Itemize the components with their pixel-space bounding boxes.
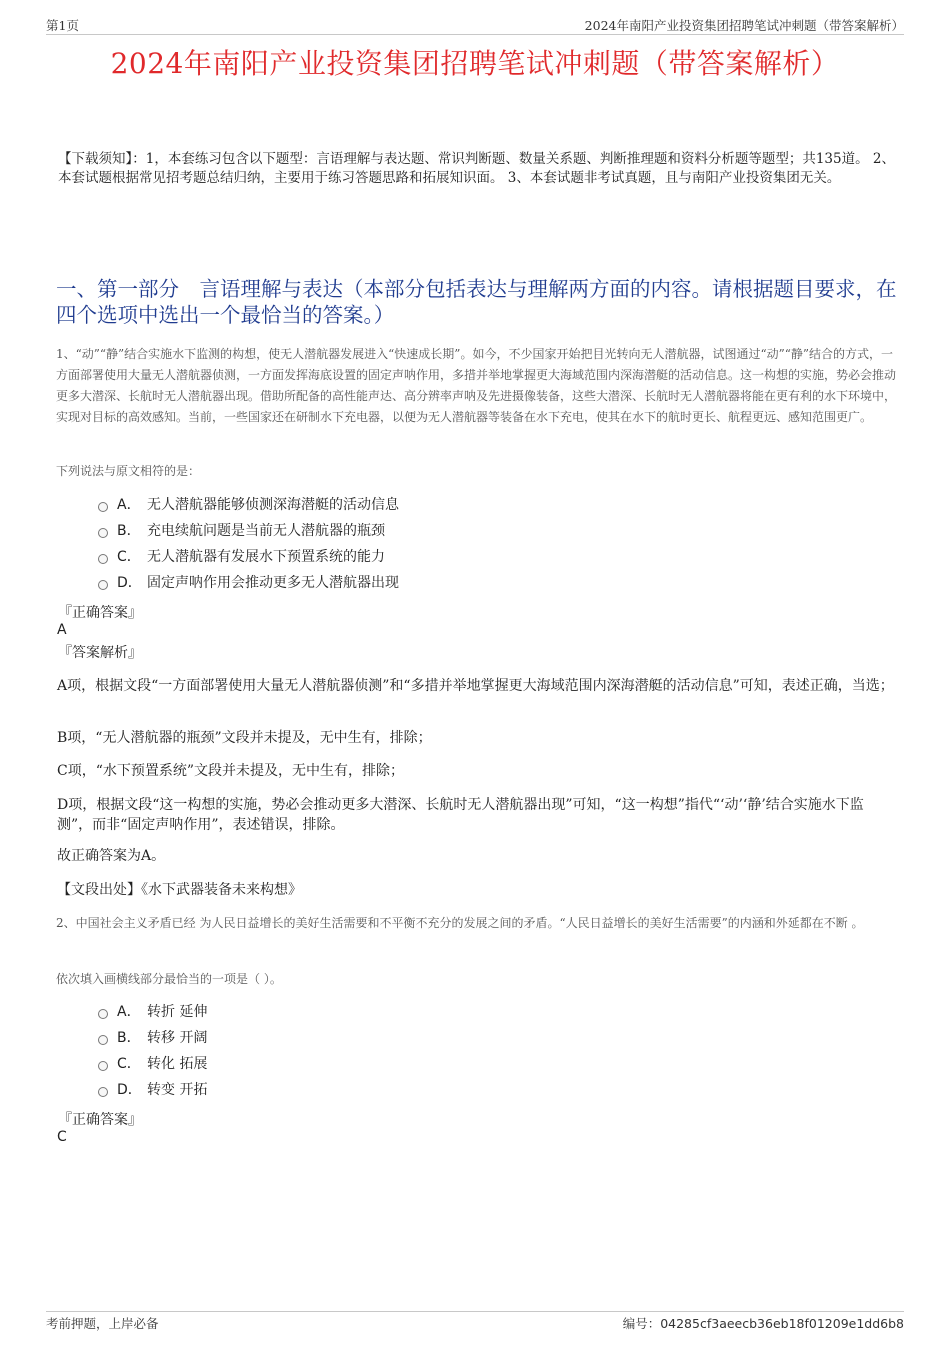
question-2-text: 2、中国社会主义矛盾已经 为人民日益增长的美好生活需要和不平衡不充分的发展之间的矛盾。“人民日益增长的美好生活需要”的内涵和外延都在不断 。: [56, 916, 864, 930]
analysis-b: B项，“无人潜航器的瓶颈”文段并未提及，无中生有，排除；: [57, 730, 432, 746]
option-letter: C．: [117, 1056, 141, 1072]
radio-icon[interactable]: [98, 580, 108, 590]
option-letter: A．: [117, 497, 141, 513]
option-letter: C．: [117, 549, 141, 565]
option-a[interactable]: [98, 999, 207, 1025]
option-text: 转化 拓展: [147, 1056, 208, 1072]
analysis-label: 『答案解析』: [58, 645, 142, 661]
option-text: 充电续航问题是当前无人潜航器的瓶颈: [147, 523, 385, 539]
page-number: 第1页: [46, 18, 79, 33]
option-letter: D．: [117, 1082, 142, 1098]
download-notice: 【下载须知】：1，本套练习包含以下题型：言语理解与表达题、常识判断题、数量关系题、判断推理题和资料分析题等题型；共135道。 2、本套试题根据常见招考题总结归纳，主要用于练习答题思路和拓展知识面。 3、本套试题非考试真题，且与南阳产业投资集团无关。: [58, 151, 895, 186]
footer-slogan: 考前押题，上岸必备: [46, 1316, 159, 1331]
header-doc-name: 2024年南阳产业投资集团招聘笔试冲刺题（带答案解析）: [584, 18, 904, 33]
option-text: 无人潜航器能够侦测深海潜艇的活动信息: [147, 497, 399, 513]
option-text: 转移 开阔: [147, 1030, 208, 1046]
radio-icon[interactable]: [98, 1009, 108, 1019]
question-1-options: [98, 492, 399, 596]
option-c[interactable]: [98, 1051, 207, 1077]
option-a[interactable]: [98, 492, 399, 518]
option-c[interactable]: [98, 544, 399, 570]
option-d[interactable]: [98, 570, 399, 596]
radio-icon[interactable]: [98, 1061, 108, 1071]
radio-icon[interactable]: [98, 502, 108, 512]
section-heading: 一、第一部分 言语理解与表达（本部分包括表达与理解两方面的内容。请根据题目要求，在四个选项中选出一个最恰当的答案。）: [56, 277, 897, 327]
page-footer: [46, 1311, 904, 1332]
option-letter: D．: [117, 575, 142, 591]
radio-icon[interactable]: [98, 1035, 108, 1045]
radio-icon[interactable]: [98, 554, 108, 564]
correct-answer-label: 『正确答案』: [58, 1112, 142, 1128]
question-1-prompt: 下列说法与原文相符的是：: [56, 464, 201, 478]
correct-answer-label: 『正确答案』: [58, 605, 142, 621]
code-label: 编号：: [622, 1316, 661, 1331]
option-text: 无人潜航器有发展水下预置系统的能力: [147, 549, 385, 565]
source-note: 【文段出处】《水下武器装备未来构想》: [57, 882, 302, 898]
analysis-a: A项，根据文段“一方面部署使用大量无人潜航器侦测”和“多措并举地掌握更大海域范围内深海潜艇的活动信息”可知，表述正确，当选；: [57, 678, 894, 694]
option-letter: A．: [117, 1004, 141, 1020]
option-letter: B．: [117, 523, 141, 539]
question-2-prompt: 依次填入画横线部分最恰当的一项是（ ）。: [56, 972, 282, 986]
option-d[interactable]: [98, 1077, 207, 1103]
option-letter: B．: [117, 1030, 141, 1046]
radio-icon[interactable]: [98, 528, 108, 538]
question-2-options: [98, 999, 207, 1103]
document-title: 2024年南阳产业投资集团招聘笔试冲刺题（带答案解析）: [110, 47, 840, 80]
correct-answer: C: [57, 1129, 67, 1145]
analysis-d: D项，根据文段“这一构想的实施，势必会推动更多大潜深、长航时无人潜航器出现”可知，“这一构想”指代“‘动’‘静’结合实施水下监测”，而非“固定声呐作用”，表述错误，排除。: [57, 797, 864, 833]
question-1-text: 1、“动”“静”结合实施水下监测的构想，使无人潜航器发展进入“快速成长期”。如今，不少国家开始把目光转向无人潜航器，试图通过“动”“静”结合的方式，一方面部署使用大量无人潜航器侦测，一方面发挥海底设置的固定声呐作用，多措并举地掌握更大海域范围内深海潜艇的活动信息。这一构想的实施，势必会推动更多大潜深、长航时无人潜航器出现。借助所配备的高性能声达、高分辨率声呐及先进摄像装备，这些大潜深、长航时无人潜航器将能在更有利的水下环境中，实现对目标的高效感知。当前，一些国家还在研制水下充电器，以便为无人潜航器等装备在水下充电，使其在水下的航时更长、航程更远、感知范围更广。: [56, 347, 897, 424]
analysis-conclusion: 故正确答案为A。: [57, 848, 166, 864]
radio-icon[interactable]: [98, 1087, 108, 1097]
option-text: 转折 延伸: [147, 1004, 208, 1020]
option-b[interactable]: [98, 1025, 207, 1051]
correct-answer: A: [57, 622, 67, 638]
option-text: 转变 开拓: [147, 1082, 208, 1098]
code-value: 04285cf3aeecb36eb18f01209e1dd6b8: [660, 1316, 904, 1331]
footer-code: [623, 1314, 904, 1332]
page-header: [46, 14, 904, 35]
analysis-c: C项，“水下预置系统”文段并未提及，无中生有，排除；: [57, 763, 405, 779]
option-text: 固定声呐作用会推动更多无人潜航器出现: [147, 575, 399, 591]
option-b[interactable]: [98, 518, 399, 544]
